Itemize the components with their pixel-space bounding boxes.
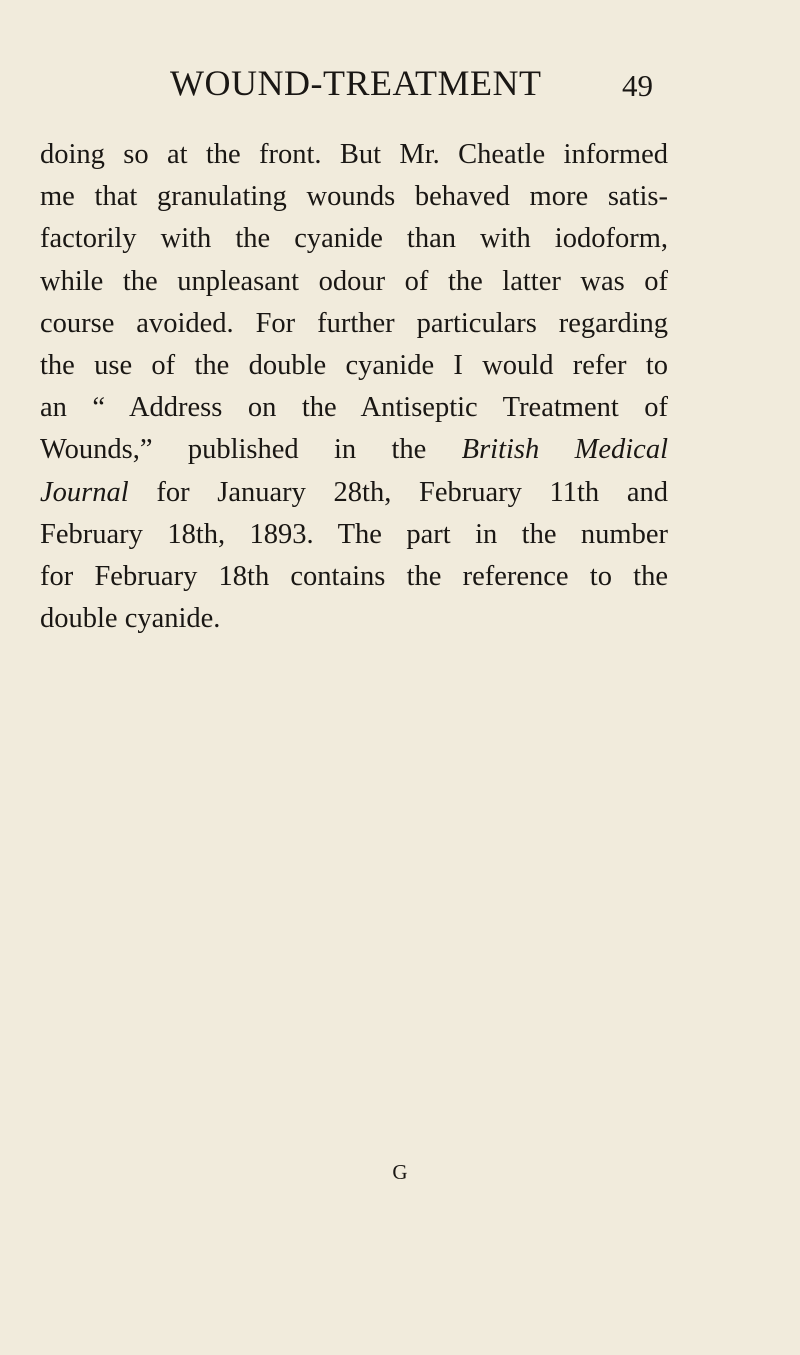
page-number: 49 [622, 68, 653, 103]
running-header [0, 62, 800, 112]
signature-mark: G [392, 1160, 408, 1184]
text-line: Journal for January 28th, February 11th and [40, 476, 668, 508]
text-line: me that granulating wounds behaved more satis- [40, 181, 668, 213]
text-line: February 18th, 1893. The part in the number [40, 518, 668, 550]
text-line: for February 18th contains the reference to the [40, 560, 668, 592]
text-line: while the unpleasant odour of the latter was of [40, 265, 668, 297]
running-title: WOUND-TREATMENT [170, 63, 542, 103]
body-paragraph [40, 134, 668, 640]
text-line: Wounds,” published in the British Medical [40, 434, 668, 466]
text-line: the use of the double cyanide I would refer to [40, 349, 668, 381]
journal-title-italic: British Medical [461, 434, 668, 466]
text-line: factorily with the cyanide than with iodoform, [40, 223, 668, 255]
text-line: double cyanide. [40, 603, 221, 635]
text-line: course avoided. For further particulars regarding [40, 307, 668, 339]
text-line: an “ Address on the Antiseptic Treatment of [40, 392, 668, 424]
text-line: doing so at the front. But Mr. Cheatle informed [40, 139, 668, 170]
journal-title-italic: Journal [40, 476, 129, 508]
